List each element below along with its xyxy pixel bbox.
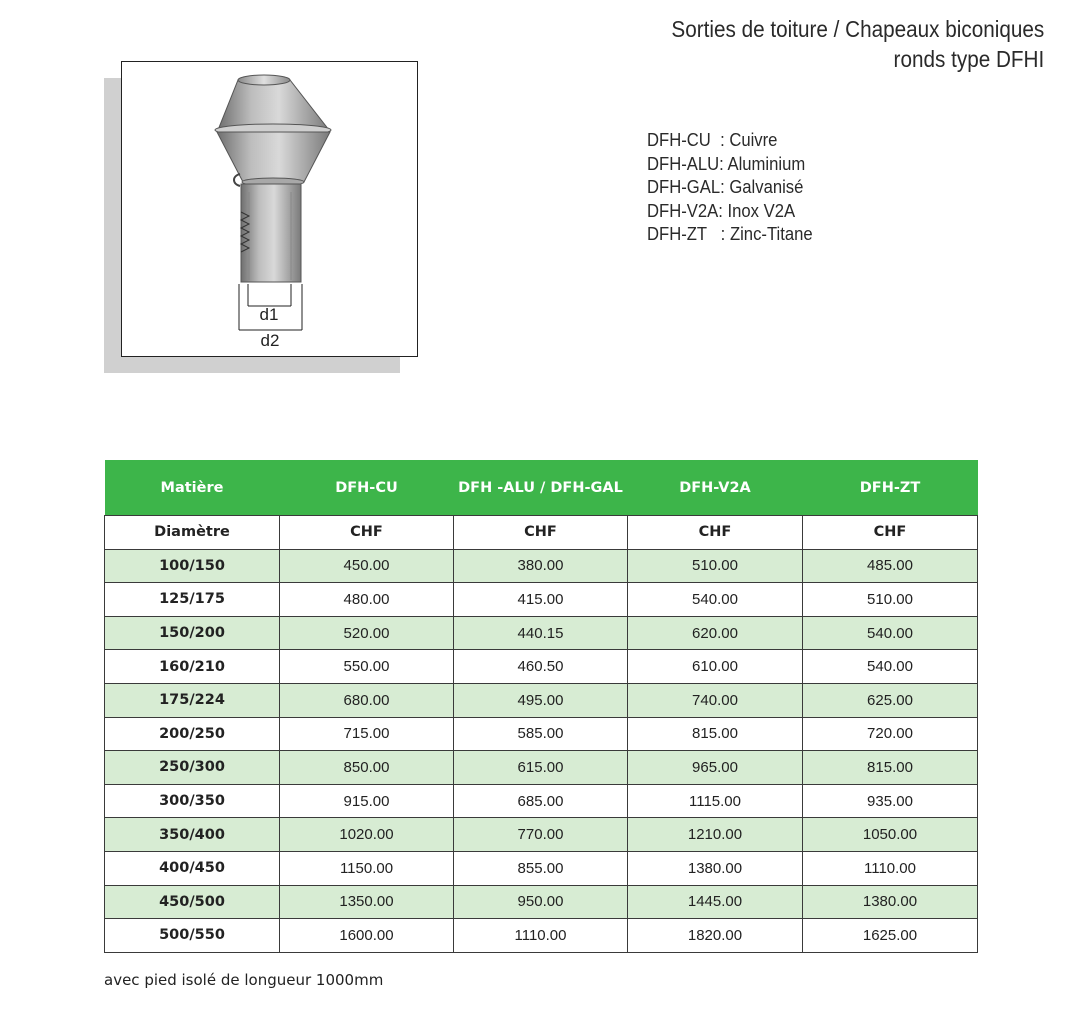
price-cell: 950.00 <box>454 885 628 919</box>
table-row <box>105 650 978 684</box>
price-cell: 440.15 <box>454 616 628 650</box>
material-legend-item <box>647 222 813 246</box>
table-row <box>105 616 978 650</box>
table-row <box>105 851 978 885</box>
price-cell: 1625.00 <box>803 919 978 953</box>
price-cell: 680.00 <box>280 683 454 717</box>
price-cell: 450.00 <box>280 549 454 583</box>
price-cell: 1380.00 <box>803 885 978 919</box>
price-cell: 965.00 <box>628 751 803 785</box>
price-cell: 1210.00 <box>628 818 803 852</box>
unit-row <box>105 516 978 550</box>
price-cell: 815.00 <box>803 751 978 785</box>
page-title <box>671 14 1044 74</box>
material-code: DFH-ALU <box>647 152 720 174</box>
diameter-cell: 500/550 <box>105 919 280 953</box>
price-cell: 720.00 <box>803 717 978 751</box>
unit-cell-diameter: Diamètre <box>105 516 280 550</box>
price-cell: 620.00 <box>628 616 803 650</box>
top-disc-shape <box>238 75 290 85</box>
price-cell: 850.00 <box>280 751 454 785</box>
price-cell: 1020.00 <box>280 818 454 852</box>
price-cell: 715.00 <box>280 717 454 751</box>
table-row <box>105 717 978 751</box>
header-dfh-zt: DFH-ZT <box>803 460 978 516</box>
price-cell: 585.00 <box>454 717 628 751</box>
diameter-cell: 125/175 <box>105 583 280 617</box>
price-table <box>104 460 978 953</box>
table-row <box>105 818 978 852</box>
table-row <box>105 751 978 785</box>
diameter-cell: 350/400 <box>105 818 280 852</box>
price-cell: 485.00 <box>803 549 978 583</box>
price-cell: 1150.00 <box>280 851 454 885</box>
table-header-row <box>105 460 978 516</box>
price-cell: 915.00 <box>280 784 454 818</box>
material-legend-item <box>647 175 813 199</box>
price-cell: 935.00 <box>803 784 978 818</box>
header-material: Matière <box>105 460 280 516</box>
material-legend-item <box>647 199 813 223</box>
diameter-cell: 300/350 <box>105 784 280 818</box>
diameter-cell: 450/500 <box>105 885 280 919</box>
table-row <box>105 784 978 818</box>
footnote: avec pied isolé de longueur 1000mm <box>104 971 384 989</box>
price-cell: 495.00 <box>454 683 628 717</box>
price-cell: 685.00 <box>454 784 628 818</box>
price-cell: 1380.00 <box>628 851 803 885</box>
price-cell: 1110.00 <box>454 919 628 953</box>
price-cell: 480.00 <box>280 583 454 617</box>
price-cell: 815.00 <box>628 717 803 751</box>
price-cell: 460.50 <box>454 650 628 684</box>
upper-cone-shape <box>218 80 329 130</box>
material-name: : Zinc-Titane <box>716 223 813 244</box>
unit-cell: CHF <box>454 516 628 550</box>
price-cell: 855.00 <box>454 851 628 885</box>
page-title-line-1: Sorties de toiture / Chapeaux biconiques <box>671 16 1044 42</box>
material-name: : Aluminium <box>719 152 806 174</box>
product-figure <box>121 61 418 357</box>
price-cell: 610.00 <box>628 650 803 684</box>
diameter-cell: 100/150 <box>105 549 280 583</box>
pipe-shape <box>241 184 301 282</box>
material-code: DFH-V2A <box>647 199 719 221</box>
table-row <box>105 549 978 583</box>
price-cell: 415.00 <box>454 583 628 617</box>
diameter-cell: 400/450 <box>105 851 280 885</box>
price-cell: 1050.00 <box>803 818 978 852</box>
table-row <box>105 583 978 617</box>
price-cell: 1350.00 <box>280 885 454 919</box>
unit-cell: CHF <box>628 516 803 550</box>
material-legend-item <box>647 128 813 152</box>
unit-cell: CHF <box>803 516 978 550</box>
diameter-cell: 250/300 <box>105 751 280 785</box>
material-legend-item <box>647 152 813 176</box>
price-cell: 550.00 <box>280 650 454 684</box>
price-cell: 1820.00 <box>628 919 803 953</box>
price-cell: 510.00 <box>803 583 978 617</box>
diameter-cell: 175/224 <box>105 683 280 717</box>
price-cell: 520.00 <box>280 616 454 650</box>
header-dfh-cu: DFH-CU <box>280 460 454 516</box>
price-cell: 380.00 <box>454 549 628 583</box>
table-row <box>105 919 978 953</box>
material-name: : Inox V2A <box>718 199 796 221</box>
diameter-cell: 200/250 <box>105 717 280 751</box>
material-code: DFH-ZT <box>647 223 717 244</box>
table-row <box>105 885 978 919</box>
material-legend <box>647 128 813 246</box>
d1-label: d1 <box>259 305 279 324</box>
price-cell: 625.00 <box>803 683 978 717</box>
price-cell: 740.00 <box>628 683 803 717</box>
clip-shape <box>234 174 240 186</box>
d2-label: d2 <box>260 331 280 350</box>
material-name: : Cuivre <box>720 129 778 150</box>
price-cell: 540.00 <box>803 650 978 684</box>
price-cell: 540.00 <box>628 583 803 617</box>
diameter-cell: 150/200 <box>105 616 280 650</box>
price-cell: 1115.00 <box>628 784 803 818</box>
table-row <box>105 683 978 717</box>
price-cell: 1600.00 <box>280 919 454 953</box>
diameter-cell: 160/210 <box>105 650 280 684</box>
price-cell: 540.00 <box>803 616 978 650</box>
material-code: DFH-CU <box>647 129 721 150</box>
chimney-cap-drawing <box>122 62 417 356</box>
material-code: DFH-GAL <box>647 176 721 197</box>
page-title-line-2: ronds type DFHI <box>893 46 1044 72</box>
price-cell: 1110.00 <box>803 851 978 885</box>
price-cell: 510.00 <box>628 549 803 583</box>
unit-cell: CHF <box>280 516 454 550</box>
price-cell: 1445.00 <box>628 885 803 919</box>
header-dfh-v2a: DFH-V2A <box>628 460 803 516</box>
header-dfh-alu-gal: DFH -ALU / DFH-GAL <box>454 460 628 516</box>
material-name: : Galvanisé <box>720 176 804 197</box>
lower-cone-shape <box>217 132 330 182</box>
price-cell: 615.00 <box>454 751 628 785</box>
price-cell: 770.00 <box>454 818 628 852</box>
